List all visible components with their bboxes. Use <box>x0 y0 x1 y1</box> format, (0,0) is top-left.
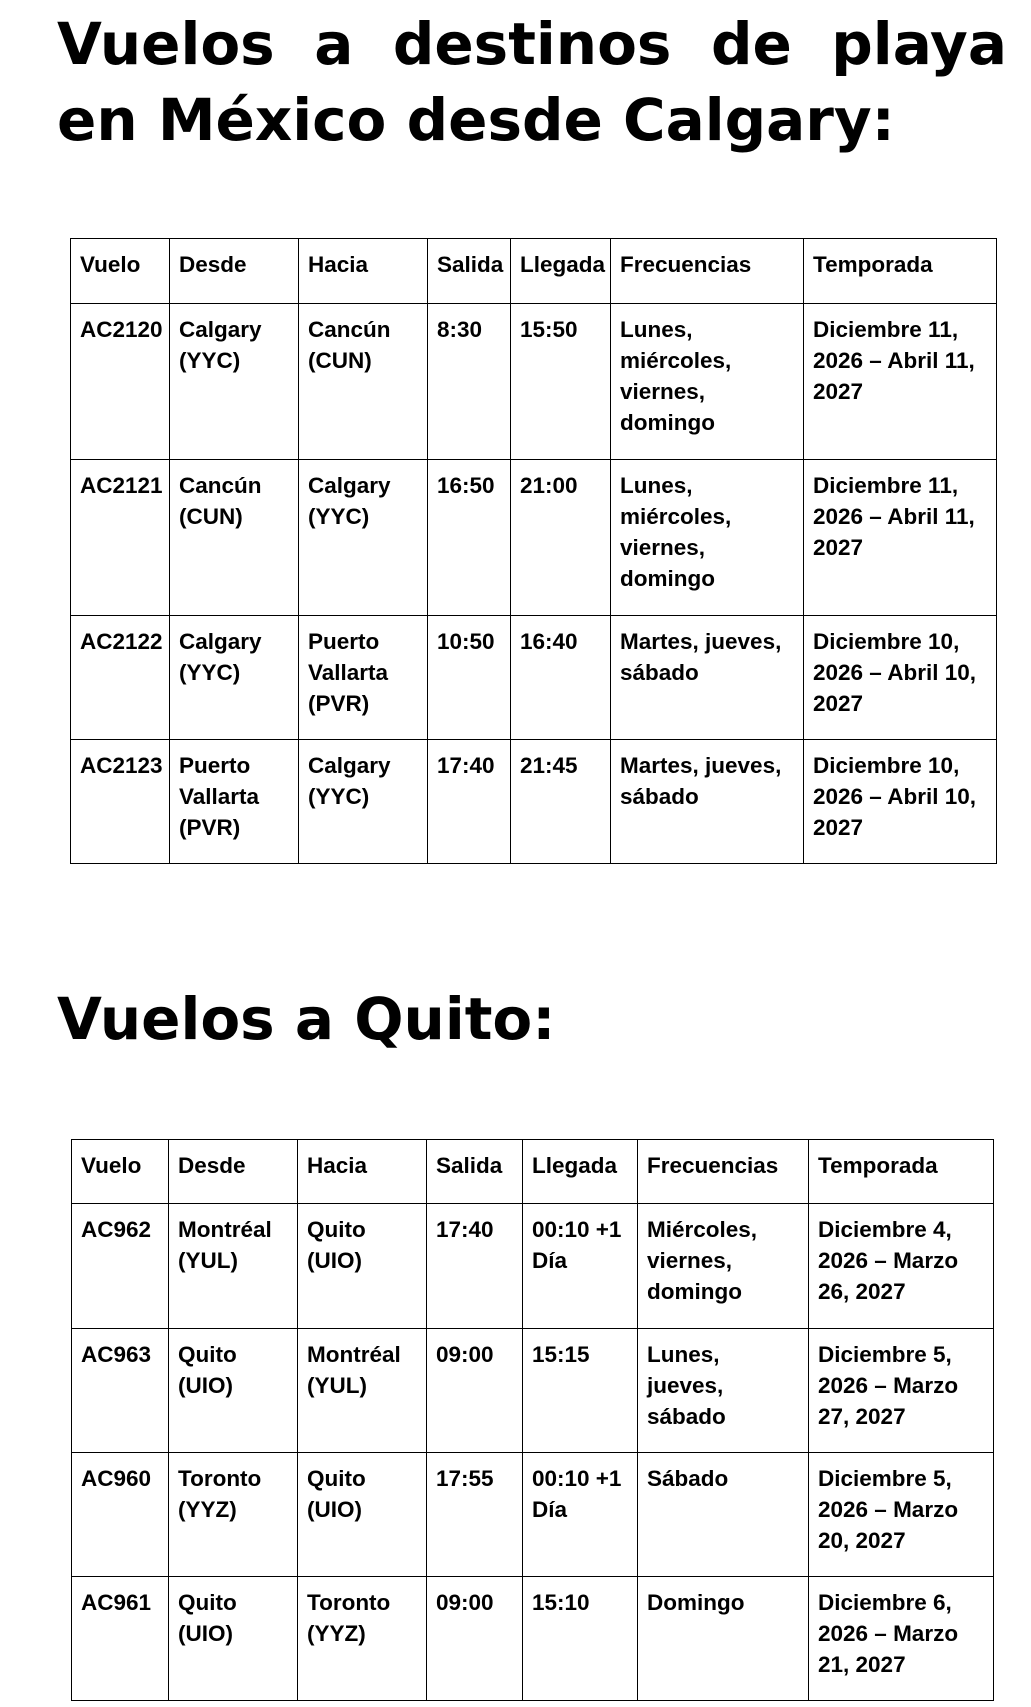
table-row <box>71 740 997 864</box>
flight-number-cell: AC962 <box>72 1204 169 1329</box>
table-row <box>72 1204 994 1329</box>
flight-number-cell: AC961 <box>72 1577 169 1701</box>
destination-cell: Cancún (CUN) <box>299 304 428 460</box>
column-header-frecuencias: Frecuencias <box>611 239 804 304</box>
origin-cell: Quito (UIO) <box>169 1577 298 1701</box>
column-header-llegada: Llegada <box>523 1140 638 1204</box>
destination-cell: Montréal (YUL) <box>298 1329 427 1453</box>
flight-number-cell: AC963 <box>72 1329 169 1453</box>
season-cell: Diciembre 11, 2026 – Abril 11, 2027 <box>804 460 997 616</box>
table-row <box>72 1329 994 1453</box>
arrival-cell: 15:10 <box>523 1577 638 1701</box>
season-cell: Diciembre 10, 2026 – Abril 10, 2027 <box>804 740 997 864</box>
destination-cell: Calgary (YYC) <box>299 460 428 616</box>
frequency-cell: Lunes, miércoles, viernes, domingo <box>611 304 804 460</box>
table-row <box>71 616 997 740</box>
quito-flights-table <box>71 1139 994 1701</box>
flight-number-cell: AC2120 <box>71 304 170 460</box>
column-header-hacia: Hacia <box>298 1140 427 1204</box>
column-header-salida: Salida <box>427 1140 523 1204</box>
column-header-salida: Salida <box>428 239 511 304</box>
column-header-vuelo: Vuelo <box>72 1140 169 1204</box>
flight-number-cell: AC2123 <box>71 740 170 864</box>
destination-cell: Quito (UIO) <box>298 1204 427 1329</box>
mexico-flights-table <box>70 238 997 864</box>
arrival-cell: 21:00 <box>511 460 611 616</box>
column-header-vuelo: Vuelo <box>71 239 170 304</box>
column-header-frecuencias: Frecuencias <box>638 1140 809 1204</box>
departure-cell: 17:55 <box>427 1453 523 1577</box>
column-header-temporada: Temporada <box>809 1140 994 1204</box>
origin-cell: Calgary (YYC) <box>170 616 299 740</box>
season-cell: Diciembre 11, 2026 – Abril 11, 2027 <box>804 304 997 460</box>
column-header-hacia: Hacia <box>299 239 428 304</box>
departure-cell: 17:40 <box>427 1204 523 1329</box>
origin-cell: Montréal (YUL) <box>169 1204 298 1329</box>
table-row <box>71 304 997 460</box>
arrival-cell: 00:10 +1 Día <box>523 1453 638 1577</box>
season-cell: Diciembre 6, 2026 – Marzo 21, 2027 <box>809 1577 994 1701</box>
arrival-cell: 21:45 <box>511 740 611 864</box>
section-1-title: Vuelos a destinos de playa en México desde Calgary: <box>57 10 1007 154</box>
origin-cell: Cancún (CUN) <box>170 460 299 616</box>
origin-cell: Toronto (YYZ) <box>169 1453 298 1577</box>
table-row <box>72 1577 994 1701</box>
destination-cell: Calgary (YYC) <box>299 740 428 864</box>
frequency-cell: Lunes, miércoles, viernes, domingo <box>611 460 804 616</box>
table-row <box>71 460 997 616</box>
arrival-cell: 15:15 <box>523 1329 638 1453</box>
destination-cell: Toronto (YYZ) <box>298 1577 427 1701</box>
arrival-cell: 15:50 <box>511 304 611 460</box>
frequency-cell: Martes, jueves, sábado <box>611 616 804 740</box>
frequency-cell: Martes, jueves, sábado <box>611 740 804 864</box>
season-cell: Diciembre 10, 2026 – Abril 10, 2027 <box>804 616 997 740</box>
column-header-desde: Desde <box>170 239 299 304</box>
column-header-llegada: Llegada <box>511 239 611 304</box>
table-header-row <box>71 239 997 304</box>
season-cell: Diciembre 4, 2026 – Marzo 26, 2027 <box>809 1204 994 1329</box>
season-cell: Diciembre 5, 2026 – Marzo 20, 2027 <box>809 1453 994 1577</box>
departure-cell: 16:50 <box>428 460 511 616</box>
frequency-cell: Lunes, jueves, sábado <box>638 1329 809 1453</box>
arrival-cell: 16:40 <box>511 616 611 740</box>
departure-cell: 17:40 <box>428 740 511 864</box>
season-cell: Diciembre 5, 2026 – Marzo 27, 2027 <box>809 1329 994 1453</box>
destination-cell: Puerto Vallarta (PVR) <box>299 616 428 740</box>
departure-cell: 09:00 <box>427 1329 523 1453</box>
column-header-desde: Desde <box>169 1140 298 1204</box>
frequency-cell: Miércoles, viernes, domingo <box>638 1204 809 1329</box>
departure-cell: 8:30 <box>428 304 511 460</box>
section-2-title: Vuelos a Quito: <box>57 985 556 1053</box>
flight-number-cell: AC960 <box>72 1453 169 1577</box>
arrival-cell: 00:10 +1 Día <box>523 1204 638 1329</box>
frequency-cell: Sábado <box>638 1453 809 1577</box>
destination-cell: Quito (UIO) <box>298 1453 427 1577</box>
table-header-row <box>72 1140 994 1204</box>
departure-cell: 10:50 <box>428 616 511 740</box>
flight-number-cell: AC2121 <box>71 460 170 616</box>
departure-cell: 09:00 <box>427 1577 523 1701</box>
frequency-cell: Domingo <box>638 1577 809 1701</box>
origin-cell: Calgary (YYC) <box>170 304 299 460</box>
flight-number-cell: AC2122 <box>71 616 170 740</box>
table-row <box>72 1453 994 1577</box>
origin-cell: Quito (UIO) <box>169 1329 298 1453</box>
origin-cell: Puerto Vallarta (PVR) <box>170 740 299 864</box>
column-header-temporada: Temporada <box>804 239 997 304</box>
